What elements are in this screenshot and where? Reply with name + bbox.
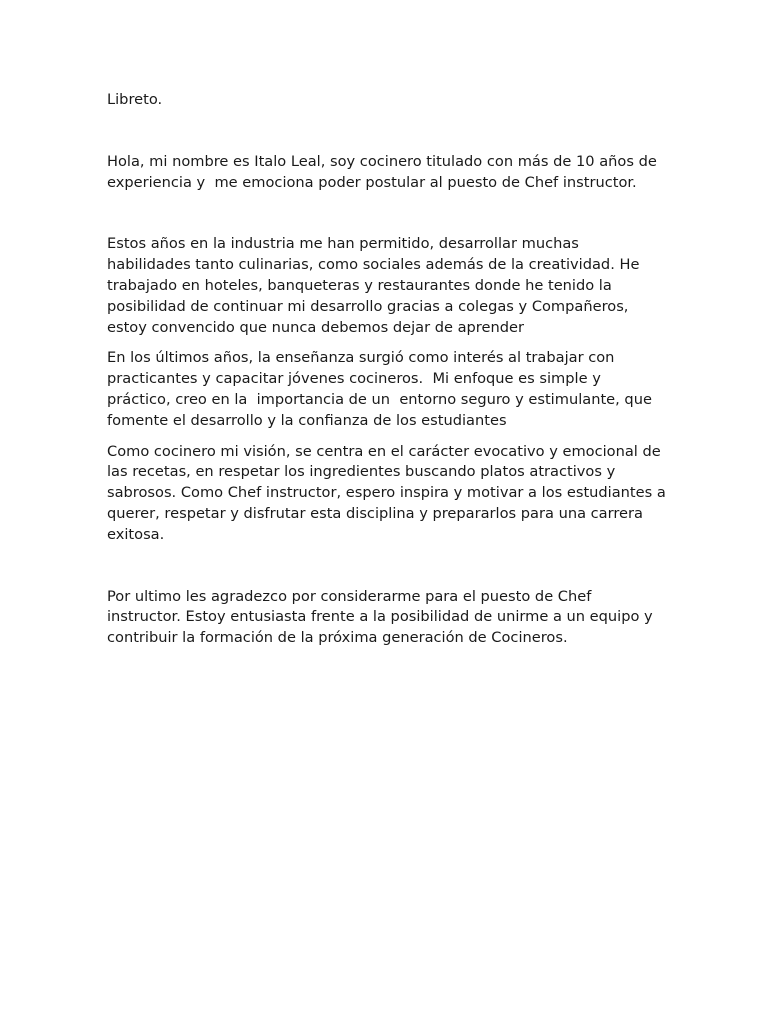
paragraph-industry: Estos años en la industria me han permitido, desarrollar muchas habilidades tanto culinarias, como sociales además de la creatividad. He trabajado en hoteles, banqueteras y restaurantes donde he tenido la posibilidad de continuar mi desarrollo gracias a colegas y Compañeros, estoy convencido que nunca debemos dejar de aprender [107,235,645,336]
paragraph-closing: Por ultimo les agradezco por considerarme para el puesto de Chef instructor. Estoy entusiasta frente a la posibilidad de unirme a un equipo y contribuir la formación de la próxima generación de Cocineros. [107,587,658,647]
paragraph-teaching: En los últimos años, la enseñanza surgió como interés al trabajar con practicantes y capacitar jóvenes cocineros. Mi enfoque es simple y práctico, creo en la importancia de un entorno seguro y estimulante, que fomente el desarrollo y la confianza de los estudiantes [107,349,657,429]
paragraph-intro: Hola, mi nombre es Italo Leal, soy cocinero titulado con más de 10 años de experiencia y me emociona poder postular al puesto de Chef instructor. [107,152,662,191]
paragraph-vision: Como cocinero mi visión, se centra en el carácter evocativo y emocional de las recetas, en respetar los ingredientes buscando platos atractivos y sabrosos. Como Chef instructor, espero inspira y motivar a los estudiantes a querer, respetar y disfrutar esta disciplina y prepararlos para una carrera exitosa. [107,442,671,543]
document-body [107,90,671,649]
document-title: Libreto. [107,91,163,108]
